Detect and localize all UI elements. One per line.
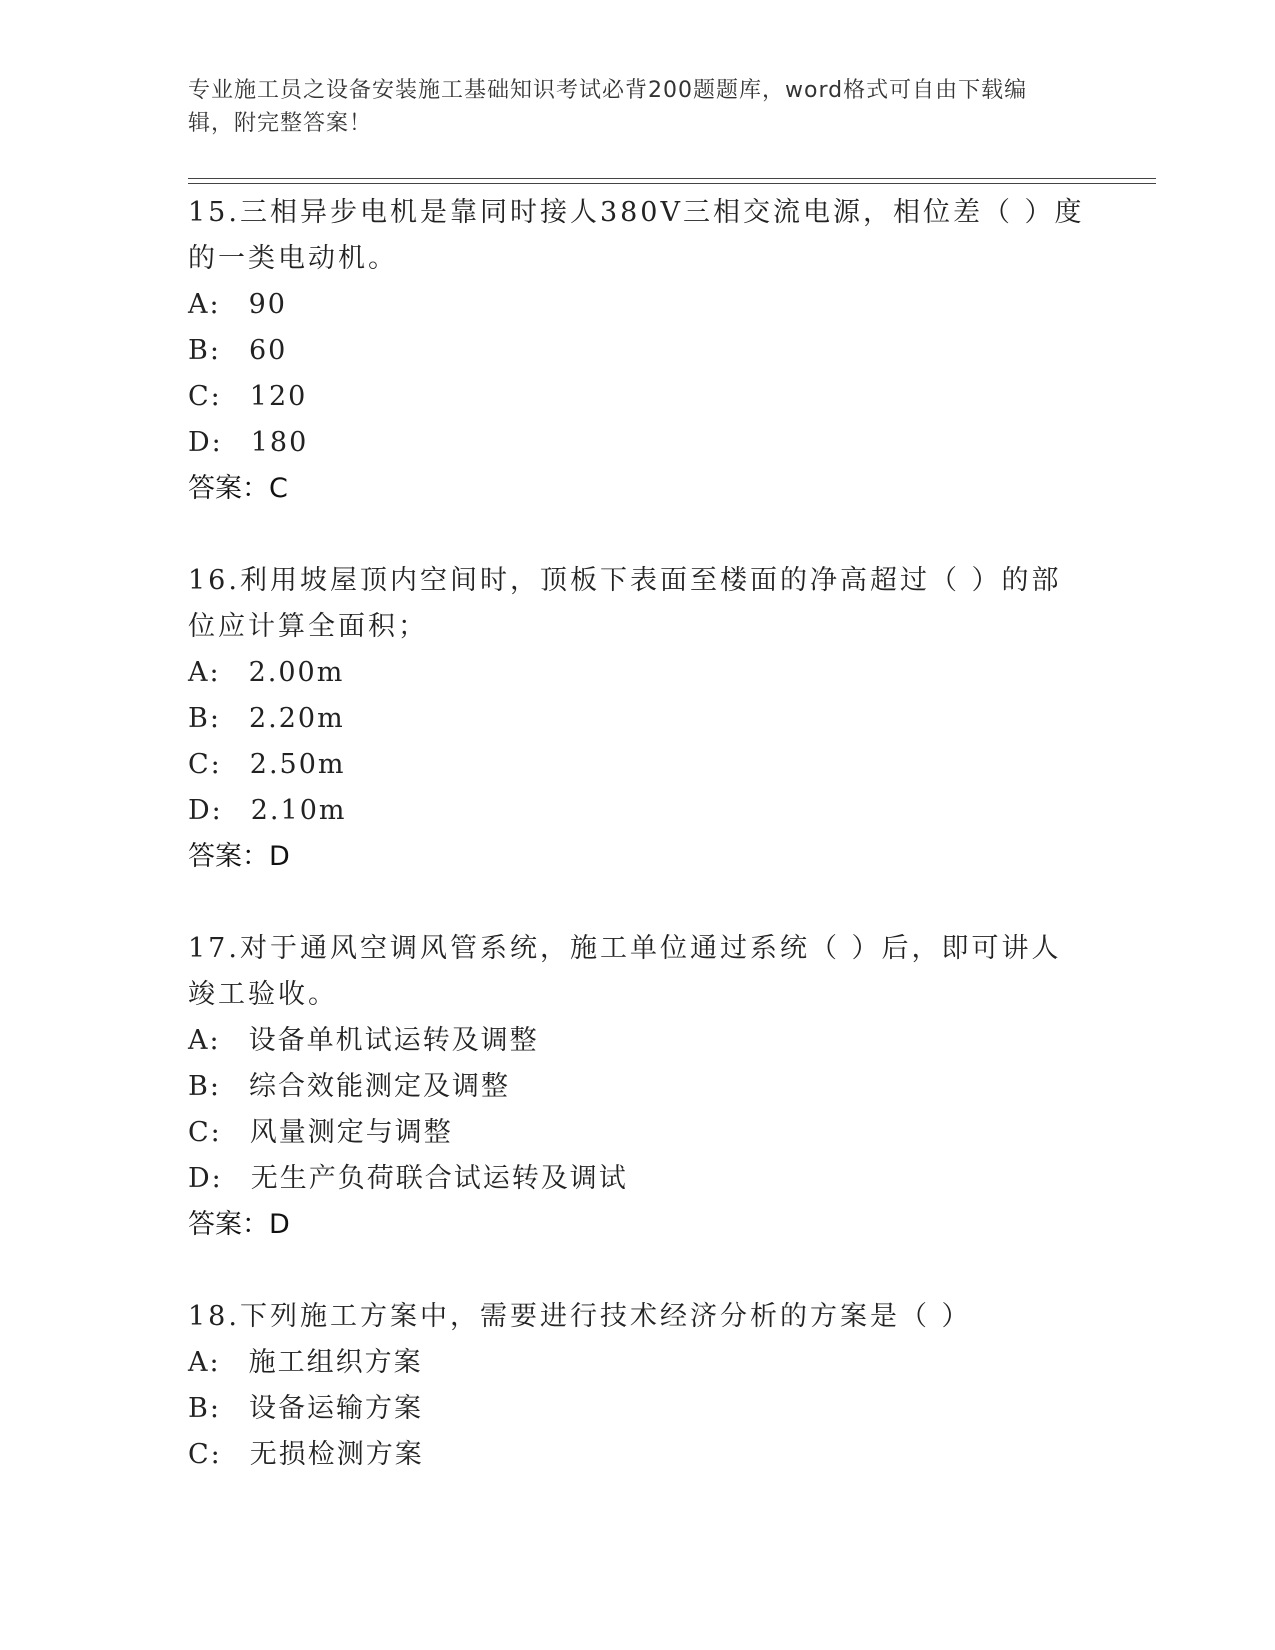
option-text: 2.20m (248, 703, 345, 734)
header-divider-bottom (188, 183, 1156, 184)
option-letter: C: (188, 1117, 222, 1148)
option-letter: A: (188, 1025, 221, 1056)
option-text: 90 (248, 289, 287, 320)
option-d (188, 788, 1088, 834)
option-c (188, 742, 1088, 788)
option-text: 风量测定与调整 (249, 1117, 453, 1148)
option-letter: B: (188, 703, 221, 734)
option-text: 2.50m (249, 749, 346, 780)
question-stem: 15.三相异步电机是靠同时接人380V三相交流电源，相位差（ ）度的一类电动机。 (188, 197, 1085, 274)
answer-line: 答案：D (188, 841, 290, 872)
option-letter: C: (188, 381, 222, 412)
question-15 (188, 190, 1088, 512)
option-c (188, 1432, 1088, 1478)
option-d (188, 1156, 1088, 1202)
option-letter: A: (188, 289, 221, 320)
option-text: 120 (249, 381, 308, 412)
option-b (188, 1064, 1088, 1110)
option-letter: D: (188, 795, 223, 826)
option-letter: B: (188, 1393, 221, 1424)
document-header: 专业施工员之设备安装施工基础知识考试必背200题题库，word格式可自由下载编辑，附完整答案！ (188, 78, 1028, 136)
question-stem: 18.下列施工方案中，需要进行技术经济分析的方案是（ ） (188, 1301, 972, 1332)
option-a (188, 1340, 1088, 1386)
option-letter: C: (188, 749, 222, 780)
question-stem: 17.对于通风空调风管系统，施工单位通过系统（ ）后，即可讲人竣工验收。 (188, 933, 1062, 1010)
option-d (188, 420, 1088, 466)
answer-line: 答案：C (188, 473, 288, 504)
option-letter: A: (188, 1347, 221, 1378)
option-letter: B: (188, 335, 221, 366)
option-b (188, 328, 1088, 374)
question-18 (188, 1294, 1088, 1478)
question-stem: 16.利用坡屋顶内空间时，顶板下表面至楼面的净高超过（ ）的部位应计算全面积； (188, 565, 1062, 642)
option-text: 180 (250, 427, 309, 458)
option-letter: B: (188, 1071, 221, 1102)
option-a (188, 1018, 1088, 1064)
option-text: 设备运输方案 (248, 1393, 423, 1424)
option-text: 无损检测方案 (249, 1439, 424, 1470)
option-letter: A: (188, 657, 221, 688)
option-text: 60 (248, 335, 288, 366)
option-text: 施工组织方案 (248, 1347, 423, 1378)
option-text: 综合效能测定及调整 (248, 1071, 510, 1102)
option-a (188, 282, 1088, 328)
header-divider-top (188, 178, 1156, 179)
answer-line: 答案：D (188, 1209, 290, 1240)
option-a (188, 650, 1088, 696)
question-16 (188, 558, 1088, 880)
option-text: 2.10m (250, 795, 347, 826)
option-b (188, 1386, 1088, 1432)
option-text: 设备单机试运转及调整 (248, 1025, 539, 1056)
option-letter: D: (188, 427, 223, 458)
option-letter: C: (188, 1439, 222, 1470)
option-text: 2.00m (248, 657, 345, 688)
question-17 (188, 926, 1088, 1248)
question-list (188, 190, 1088, 1478)
option-c (188, 374, 1088, 420)
option-letter: D: (188, 1163, 223, 1194)
option-text: 无生产负荷联合试运转及调试 (250, 1163, 628, 1194)
option-b (188, 696, 1088, 742)
option-c (188, 1110, 1088, 1156)
